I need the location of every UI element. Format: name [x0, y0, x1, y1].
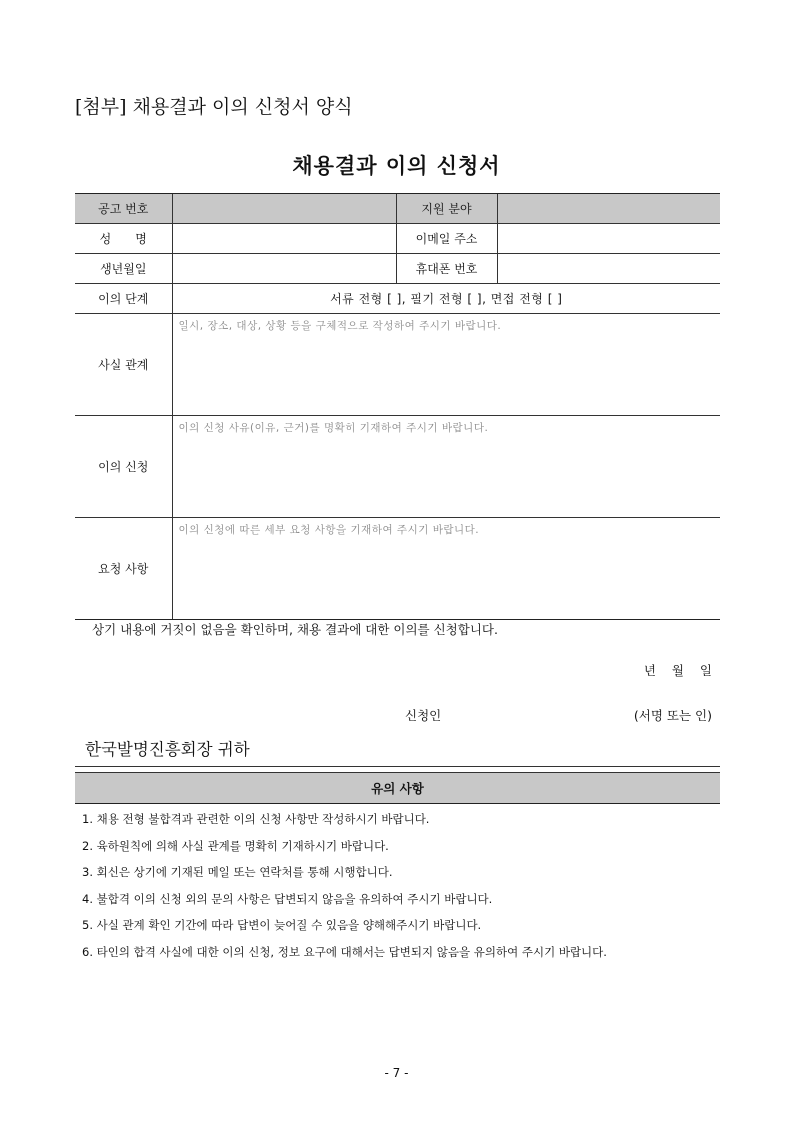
request-field[interactable]: [172, 518, 720, 620]
phone-label: 휴대폰 번호: [396, 254, 497, 284]
form-title: 채용결과 이의 신청서: [292, 154, 501, 178]
application-form-table: [75, 193, 720, 620]
form-row-facts: [75, 314, 720, 416]
stage-label: 이의 단계: [75, 284, 172, 314]
birth-label: 생년월일: [75, 254, 172, 284]
note-item: 5. 사실 관계 확인 기간에 따라 답변이 늦어질 수 있음을 양해해주시기 바랍니다.: [82, 918, 482, 932]
stage-options[interactable]: 서류 전형 [ ], 필기 전형 [ ], 면접 전형 [ ]: [172, 284, 720, 314]
note-item: 2. 육하원칙에 의해 사실 관계를 명확히 기재하시기 바랍니다.: [82, 838, 389, 853]
notice-no-label: 공고 번호: [75, 194, 172, 224]
notes-header: 유의 사항: [75, 772, 720, 804]
addressee: 한국발명진흥회장 귀하: [85, 740, 250, 759]
field-field[interactable]: [497, 194, 720, 224]
signature-note[interactable]: (서명 또는 인): [633, 708, 712, 723]
objection-field[interactable]: [172, 416, 720, 518]
attachment-title: [첨부] 채용결과 이의 신청서 양식: [75, 96, 353, 118]
notes-list: [82, 806, 607, 965]
confirmation-statement: 상기 내용에 거짓이 없음을 확인하며, 채용 결과에 대한 이의를 신청합니다.: [92, 622, 498, 637]
request-label: 요청 사항: [75, 518, 172, 620]
notice-no-field[interactable]: [172, 194, 396, 224]
divider: [75, 766, 720, 767]
objection-label: 이의 신청: [75, 416, 172, 518]
email-field[interactable]: [497, 224, 720, 254]
email-label: 이메일 주소: [396, 224, 497, 254]
field-label: 지원 분야: [396, 194, 497, 224]
name-label: 성 명: [75, 224, 172, 254]
phone-field[interactable]: [497, 254, 720, 284]
facts-field[interactable]: [172, 314, 720, 416]
name-field[interactable]: [172, 224, 396, 254]
facts-label: 사실 관계: [75, 314, 172, 416]
note-item: 3. 회신은 상기에 기재된 메일 또는 연락처를 통해 시행합니다.: [82, 865, 393, 879]
note-item: 1. 채용 전형 불합격과 관련한 이의 신청 사항만 작성하시기 바랍니다.: [82, 812, 430, 826]
facts-hint: 일시, 장소, 대상, 상황 등을 구체적으로 작성하여 주시기 바랍니다.: [178, 320, 502, 332]
form-row-notice: [75, 194, 720, 224]
signer-label: 신청인: [405, 708, 442, 723]
form-row-birth: [75, 254, 720, 284]
note-item: 6. 타인의 합격 사실에 대한 이의 신청, 정보 요구에 대해서는 답변되지 않음을 유의하여 주시기 바랍니다.: [82, 944, 607, 959]
page-number: - 7 -: [384, 1066, 409, 1080]
request-hint: 이의 신청에 따른 세부 요청 사항을 기재하여 주시기 바랍니다.: [178, 524, 480, 536]
form-row-name: [75, 224, 720, 254]
form-row-objection: [75, 416, 720, 518]
form-row-stage: [75, 284, 720, 314]
objection-hint: 이의 신청 사유(이유, 근거)를 명확히 기재하여 주시기 바랍니다.: [178, 422, 489, 434]
birth-field[interactable]: [172, 254, 396, 284]
note-item: 4. 불합격 이의 신청 외의 문의 사항은 답변되지 않음을 유의하여 주시기 바랍니다.: [82, 891, 493, 906]
date-line[interactable]: 년 월 일: [643, 663, 712, 678]
form-row-request: [75, 518, 720, 620]
